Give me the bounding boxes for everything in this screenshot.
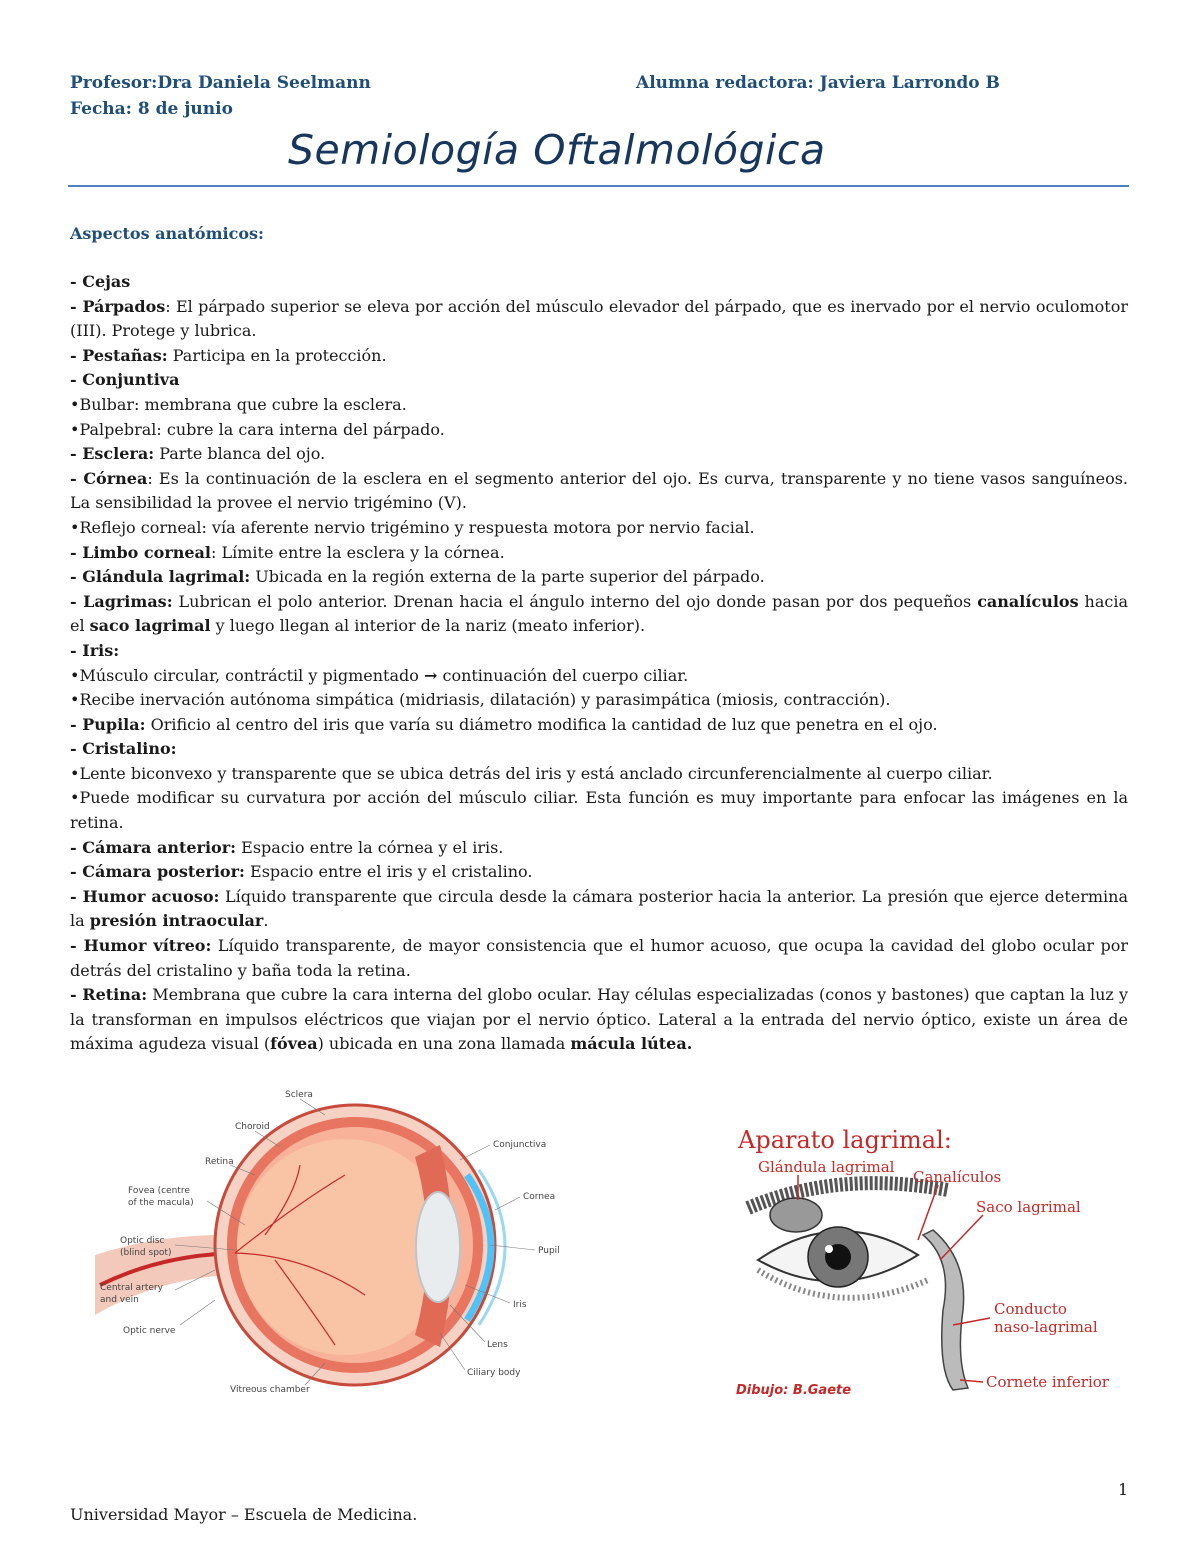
page-title: Semiología Oftalmológica — [288, 126, 826, 174]
label-optic-disc-2: (blind spot) — [120, 1248, 172, 1258]
item-conjuntiva: - Conjuntiva — [70, 370, 180, 390]
label-artery-1: Central artery — [100, 1283, 163, 1293]
item-esclera: - Esclera: Parte blanca del ojo. — [70, 444, 326, 464]
page-footer: Universidad Mayor – Escuela de Medicina. — [70, 1505, 418, 1524]
label-retina: Retina — [205, 1157, 234, 1167]
label-optic-disc-1: Optic disc — [120, 1236, 165, 1246]
item-humor-acuoso: - Humor acuoso: Líquido transparente que circula desde la cámara posterior hacia la anterior. La presión que ejerce determina la presión intraocular. — [70, 886, 1129, 931]
item-pestanas: - Pestañas: Participa en la protección. — [70, 345, 387, 365]
label-lens: Lens — [487, 1340, 508, 1350]
item-parpados: - Párpados: El párpado superior se eleva por acción del músculo elevador del párpado, que es inervado por el nervio oculomotor (III). Protege y lubrica. — [70, 296, 1129, 341]
item-camara-anterior: - Cámara anterior: Espacio entre la córnea y el iris. — [70, 837, 504, 857]
item-bulbar: •Bulbar: membrana que cubre la esclera. — [70, 394, 407, 414]
label-sclera: Sclera — [285, 1090, 313, 1100]
item-cristalino-2: •Puede modificar su curvatura por acción del músculo ciliar. Esta función es muy importante para enfocar las imágenes en la retina. — [70, 788, 1128, 833]
item-cejas: - Cejas — [70, 272, 131, 291]
item-iris: - Iris: — [70, 640, 120, 660]
item-retina: - Retina: Membrana que cubre la cara interna del globo ocular. Hay células especializadas (conos y bastones) que captan la luz y la transforman en impulsos eléctricos que viajan por el nervio óptico. Lateral a la entrada del nervio óptico, existe un área de máxima agudeza visual (fóvea) ubicada en una zona llamada mácula lútea. — [70, 985, 1129, 1054]
item-reflejo: •Reflejo corneal: vía aferente nervio trigémino y respuesta motora por nervio facial. — [70, 517, 755, 537]
label-pupil: Pupil — [538, 1246, 560, 1256]
page-number: 1 — [1118, 1480, 1129, 1499]
label-conjunctiva: Conjunctiva — [493, 1140, 547, 1150]
lacrimal-illustration — [748, 1183, 968, 1390]
item-palpebral: •Palpebral: cubre la cara interna del párpado. — [70, 419, 445, 439]
section-heading: Aspectos anatómicos: — [70, 224, 264, 243]
fecha-label: Fecha: 8 de junio — [70, 99, 233, 119]
item-cristalino-1: •Lente biconvexo y transparente que se ubica detrás del iris y está anclado circunferencialmente al cuerpo ciliar. — [70, 763, 993, 783]
label-fovea-1: Fovea (centre — [128, 1186, 190, 1196]
drawing-credit: Dibujo: B.Gaete — [736, 1383, 852, 1398]
document-body — [70, 270, 1128, 1057]
label-vitreous: Vitreous chamber — [230, 1385, 310, 1395]
item-iris-1: •Músculo circular, contráctil y pigmentado → continuación del cuerpo ciliar. — [70, 665, 689, 685]
title-rule — [68, 185, 1129, 187]
item-lagrimas: - Lagrimas: Lubrican el polo anterior. Drenan hacia el ángulo interno del ojo donde pasan por dos pequeños canalículos hacia el saco lagrimal y luego llegan al interior de la nariz (meato inferior). — [70, 591, 1128, 636]
item-pupila: - Pupila: Orificio al centro del iris que varía su diámetro modifica la cantidad de luz que penetra en el ojo. — [70, 714, 938, 734]
label-choroid: Choroid — [235, 1122, 270, 1132]
label-ciliary: Ciliary body — [467, 1368, 521, 1378]
profesor-label: Profesor:Dra Daniela Seelmann — [70, 73, 371, 93]
label-fovea-2: of the macula) — [128, 1198, 194, 1208]
label-saco: Saco lagrimal — [976, 1198, 1081, 1216]
item-cornea: - Córnea: Es la continuación de la esclera en el segmento anterior del ojo. Es curva, transparente y no tiene vasos sanguíneos. La sensibilidad la provee el nervio trigémino (V). — [70, 468, 1128, 513]
label-iris: Iris — [513, 1300, 527, 1310]
label-conducto-1: Conducto — [994, 1300, 1067, 1318]
lacrimal-title: Aparato lagrimal: — [738, 1126, 952, 1154]
label-cornete: Cornete inferior — [986, 1373, 1109, 1391]
lacrimal-apparatus-diagram — [728, 1120, 1128, 1420]
item-limbo: - Limbo corneal: Límite entre la esclera y la córnea. — [70, 542, 505, 562]
eye-anatomy-diagram — [95, 1085, 565, 1405]
label-conducto-2: naso-lagrimal — [994, 1318, 1098, 1336]
item-iris-2: •Recibe inervación autónoma simpática (midriasis, dilatación) y parasimpática (miosis, contracción). — [70, 690, 891, 710]
alumna-label: Alumna redactora: Javiera Larrondo B — [636, 73, 1000, 93]
label-artery-2: and vein — [100, 1295, 139, 1305]
item-humor-vitreo: - Humor vítreo: Líquido transparente, de mayor consistencia que el humor acuoso, que ocupa la cavidad del globo ocular por detrás del cristalino y baña toda la retina. — [70, 936, 1129, 980]
arrow-icon: → — [423, 665, 438, 685]
item-cristalino: - Cristalino: — [70, 739, 177, 759]
label-cornea: Cornea — [523, 1192, 556, 1202]
label-optic-nerve: Optic nerve — [123, 1326, 176, 1336]
item-camara-posterior: - Cámara posterior: Espacio entre el iris y el cristalino. — [70, 862, 533, 882]
label-glandula: Glándula lagrimal — [758, 1158, 895, 1176]
item-glandula: - Glándula lagrimal: Ubicada en la región externa de la parte superior del párpado. — [70, 567, 765, 587]
label-canaliculos: Canalículos — [913, 1168, 1002, 1186]
